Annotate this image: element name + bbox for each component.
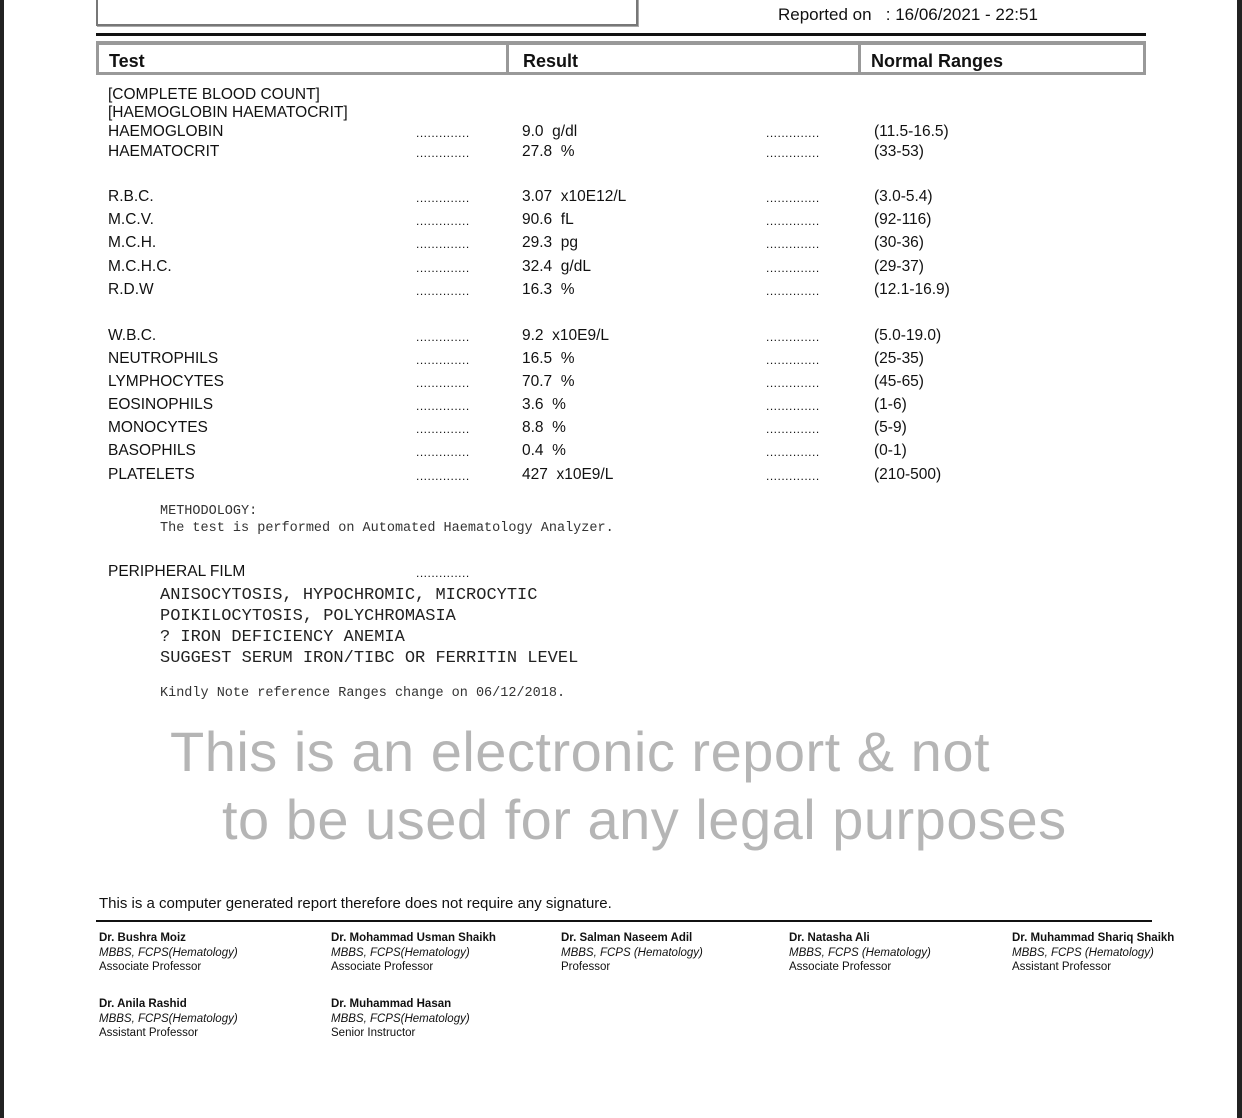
dots: .............. bbox=[766, 422, 820, 436]
dots: .............. bbox=[416, 399, 470, 413]
doctor-card bbox=[331, 931, 496, 975]
test-name: M.C.H.C. bbox=[108, 258, 172, 275]
doctor-qualification: MBBS, FCPS(Hematology) bbox=[331, 946, 470, 959]
test-name: HAEMATOCRIT bbox=[108, 143, 220, 160]
doctor-qualification: MBBS, FCPS (Hematology) bbox=[789, 946, 931, 959]
dots: .............. bbox=[766, 214, 820, 228]
finding-line: SUGGEST SERUM IRON/TIBC OR FERRITIN LEVEL bbox=[160, 649, 579, 668]
methodology-label: METHODOLOGY: bbox=[160, 504, 258, 519]
patient-info-box bbox=[96, 0, 638, 26]
normal-range: (5-9) bbox=[874, 419, 907, 436]
doctor-title: Senior Instructor bbox=[331, 1027, 416, 1039]
dots: .............. bbox=[766, 330, 820, 344]
test-result: 9.0 g/dl bbox=[522, 123, 578, 140]
test-name: NEUTROPHILS bbox=[108, 350, 219, 367]
dots: .............. bbox=[416, 376, 470, 390]
dots: .............. bbox=[416, 261, 470, 275]
dots: .............. bbox=[416, 422, 470, 436]
header-result: Result bbox=[509, 45, 861, 72]
normal-range: (11.5-16.5) bbox=[874, 123, 949, 140]
dots: .............. bbox=[766, 469, 820, 483]
test-name: R.B.C. bbox=[108, 188, 154, 205]
doctor-title: Associate Professor bbox=[331, 961, 434, 973]
watermark-line-1: This is an electronic report & not bbox=[170, 720, 991, 783]
dots: .............. bbox=[416, 353, 470, 367]
section-title: [COMPLETE BLOOD COUNT] bbox=[108, 86, 320, 103]
test-result: 3.6 % bbox=[522, 396, 566, 413]
finding-line: POIKILOCYTOSIS, POLYCHROMASIA bbox=[160, 607, 456, 626]
dots: .............. bbox=[766, 445, 820, 459]
header-ranges: Normal Ranges bbox=[871, 51, 1004, 71]
normal-range: (29-37) bbox=[874, 258, 924, 275]
right-edge bbox=[1237, 0, 1242, 1118]
doctor-card bbox=[99, 931, 238, 975]
dots: .............. bbox=[416, 566, 470, 580]
normal-range: (33-53) bbox=[874, 143, 924, 160]
test-result: 427 x10E9/L bbox=[522, 466, 614, 483]
test-name: MONOCYTES bbox=[108, 419, 208, 436]
reference-note: Kindly Note reference Ranges change on 06/12/2018. bbox=[160, 686, 566, 701]
dots: .............. bbox=[416, 469, 470, 483]
peripheral-film-label: PERIPHERAL FILM bbox=[108, 563, 246, 580]
test-name: EOSINOPHILS bbox=[108, 396, 214, 413]
test-result: 8.8 % bbox=[522, 419, 566, 436]
test-name: M.C.H. bbox=[108, 234, 157, 251]
test-result: 29.3 pg bbox=[522, 234, 579, 251]
methodology-text: The test is performed on Automated Haematology Analyzer. bbox=[160, 521, 614, 536]
doctor-card bbox=[1012, 931, 1174, 975]
normal-range: (92-116) bbox=[874, 211, 932, 228]
doctor-name: Dr. Mohammad Usman Shaikh bbox=[331, 932, 496, 944]
test-result: 27.8 % bbox=[522, 143, 575, 160]
dots: .............. bbox=[416, 237, 470, 251]
dots: .............. bbox=[766, 191, 820, 205]
dots: .............. bbox=[766, 146, 820, 160]
dots: .............. bbox=[766, 376, 820, 390]
test-result: 9.2 x10E9/L bbox=[522, 327, 610, 344]
doctor-qualification: MBBS, FCPS(Hematology) bbox=[99, 1012, 238, 1025]
normal-range: (0-1) bbox=[874, 442, 907, 459]
doctor-title: Associate Professor bbox=[789, 961, 892, 973]
dots: .............. bbox=[766, 284, 820, 298]
dots: .............. bbox=[416, 214, 470, 228]
test-name: HAEMOGLOBIN bbox=[108, 123, 224, 140]
reported-value: : 16/06/2021 - 22:51 bbox=[885, 5, 1038, 24]
normal-range: (5.0-19.0) bbox=[874, 327, 942, 344]
finding-line: ? IRON DEFICIENCY ANEMIA bbox=[160, 628, 405, 647]
header-divider bbox=[96, 33, 1146, 36]
test-name: BASOPHILS bbox=[108, 442, 196, 459]
doctor-title: Associate Professor bbox=[99, 961, 202, 973]
test-result: 32.4 g/dL bbox=[522, 258, 591, 275]
dots: .............. bbox=[416, 284, 470, 298]
doctor-name: Dr. Natasha Ali bbox=[789, 932, 870, 944]
doctor-title: Assistant Professor bbox=[1012, 961, 1112, 973]
dots: .............. bbox=[416, 445, 470, 459]
test-result: 0.4 % bbox=[522, 442, 566, 459]
doctor-qualification: MBBS, FCPS (Hematology) bbox=[561, 946, 703, 959]
doctor-qualification: MBBS, FCPS(Hematology) bbox=[331, 1012, 470, 1025]
test-name: W.B.C. bbox=[108, 327, 157, 344]
doctor-name: Dr. Bushra Moiz bbox=[99, 932, 186, 944]
table-header bbox=[96, 41, 1146, 75]
doctor-name: Dr. Muhammad Hasan bbox=[331, 998, 452, 1010]
doctor-card bbox=[331, 997, 470, 1041]
left-edge bbox=[0, 0, 4, 1118]
doctor-name: Dr. Muhammad Shariq Shaikh bbox=[1012, 932, 1175, 944]
test-result: 16.3 % bbox=[522, 281, 575, 298]
dots: .............. bbox=[766, 261, 820, 275]
dots: .............. bbox=[416, 330, 470, 344]
dots: .............. bbox=[766, 399, 820, 413]
normal-range: (3.0-5.4) bbox=[874, 188, 933, 205]
test-result: 90.6 fL bbox=[522, 211, 574, 228]
dots: .............. bbox=[416, 126, 470, 140]
test-name: PLATELETS bbox=[108, 466, 195, 483]
doctor-title: Professor bbox=[561, 961, 611, 973]
dots: .............. bbox=[766, 237, 820, 251]
normal-range: (1-6) bbox=[874, 396, 907, 413]
normal-range: (210-500) bbox=[874, 466, 942, 483]
signature-note: This is a computer generated report therefore does not require any signature. bbox=[99, 895, 612, 912]
section-subtitle: [HAEMOGLOBIN HAEMATOCRIT] bbox=[108, 104, 348, 121]
test-result: 16.5 % bbox=[522, 350, 575, 367]
reported-label: Reported on bbox=[778, 5, 872, 24]
normal-range: (25-35) bbox=[874, 350, 924, 367]
header-test: Test bbox=[99, 45, 509, 72]
doctor-title: Assistant Professor bbox=[99, 1027, 199, 1039]
doctor-name: Dr. Salman Naseem Adil bbox=[561, 932, 693, 944]
normal-range: (45-65) bbox=[874, 373, 924, 390]
normal-range: (12.1-16.9) bbox=[874, 281, 950, 298]
doctor-qualification: MBBS, FCPS(Hematology) bbox=[99, 946, 238, 959]
normal-range: (30-36) bbox=[874, 234, 924, 251]
doctor-card bbox=[99, 997, 238, 1041]
test-name: R.D.W bbox=[108, 281, 154, 298]
test-result: 3.07 x10E12/L bbox=[522, 188, 627, 205]
dots: .............. bbox=[766, 126, 820, 140]
doctor-card bbox=[561, 931, 703, 975]
reported-on bbox=[778, 5, 1038, 25]
test-name: LYMPHOCYTES bbox=[108, 373, 224, 390]
watermark-line-2: to be used for any legal purposes bbox=[222, 788, 1067, 851]
test-name: M.C.V. bbox=[108, 211, 154, 228]
dots: .............. bbox=[416, 146, 470, 160]
test-result: 70.7 % bbox=[522, 373, 575, 390]
peripheral-film-findings bbox=[160, 585, 578, 669]
finding-line: ANISOCYTOSIS, HYPOCHROMIC, MICROCYTIC bbox=[160, 586, 538, 605]
doctor-qualification: MBBS, FCPS (Hematology) bbox=[1012, 946, 1154, 959]
dots: .............. bbox=[416, 191, 470, 205]
doctor-card bbox=[789, 931, 931, 975]
dots: .............. bbox=[766, 353, 820, 367]
doctor-name: Dr. Anila Rashid bbox=[99, 998, 187, 1010]
footer-divider bbox=[96, 920, 1152, 922]
